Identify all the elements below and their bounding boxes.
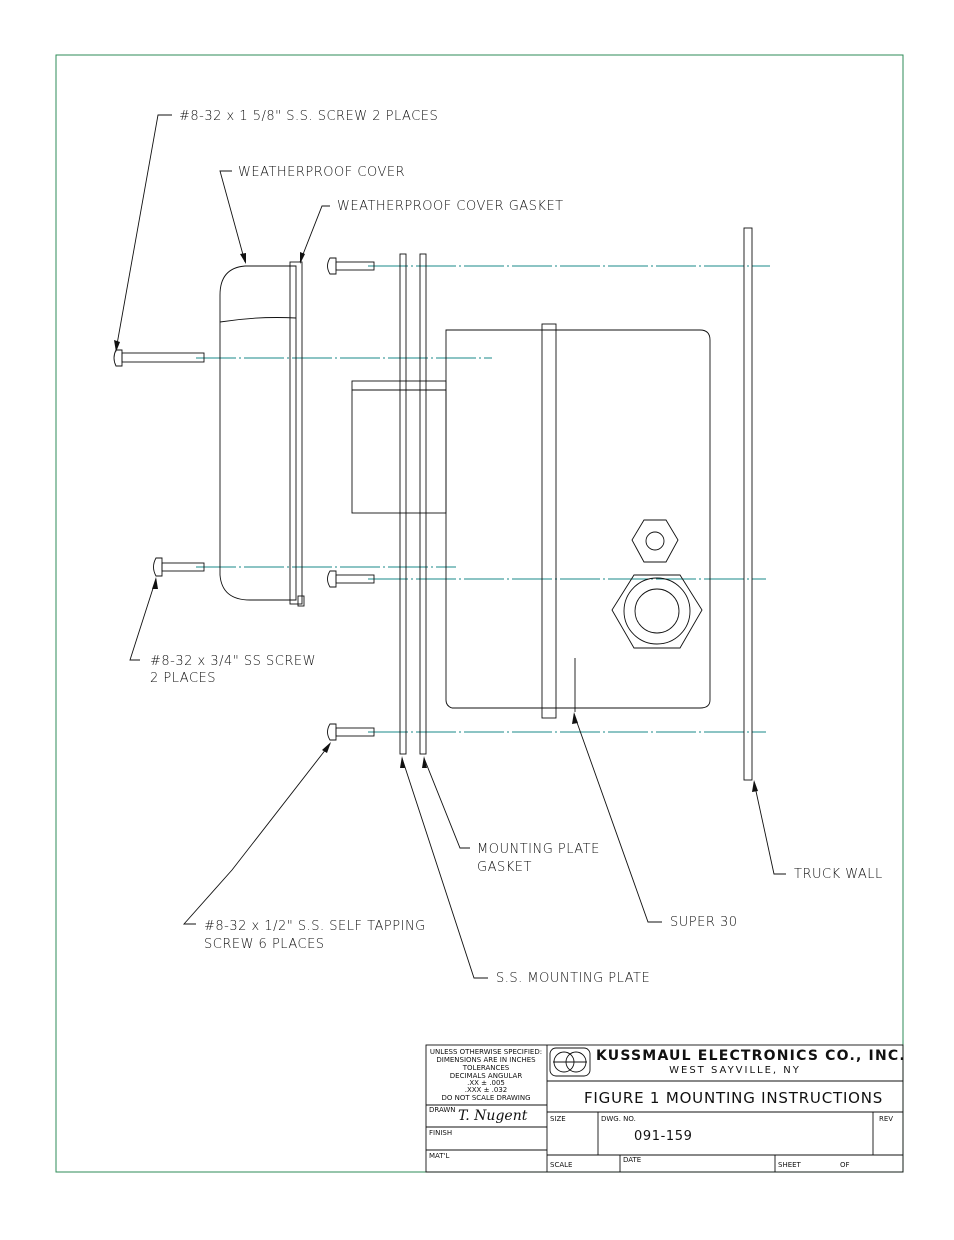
dwg-no-value: 091-159 [634, 1129, 693, 1144]
super30-body [446, 330, 710, 708]
note-line-4: DECIMALS ANGULAR [449, 1072, 523, 1080]
long-screw-top [114, 350, 204, 366]
label-weatherproof-cover: WEATHERPROOF COVER [238, 165, 406, 180]
sheet-label: SHEET [778, 1161, 801, 1169]
label-truck-wall: TRUCK WALL [794, 867, 883, 882]
sheet-border [56, 55, 903, 1172]
drawn-label: DRAWN [429, 1106, 456, 1114]
note-line-7: DO NOT SCALE DRAWING [441, 1094, 531, 1102]
super30-flange [542, 324, 556, 718]
truck-wall [744, 228, 752, 780]
self-tap-screw-bottom [328, 724, 375, 740]
of-label: OF [840, 1161, 850, 1169]
company-name: KUSSMAUL ELECTRONICS CO., INC. [596, 1048, 906, 1064]
company-logo [550, 1048, 590, 1076]
date-label: DATE [623, 1156, 642, 1164]
leader-lines [116, 115, 786, 978]
self-tap-screw-middle [328, 571, 375, 587]
rev-label: REV [879, 1115, 894, 1123]
label-self-tap-1: #8-32 x 1/2" S.S. SELF TAPPING [204, 919, 426, 934]
label-cover-gasket: WEATHERPROOF COVER GASKET [337, 199, 564, 214]
ss-mounting-plate [400, 254, 406, 754]
material-label: MAT'L [429, 1152, 450, 1160]
scale-label: SCALE [550, 1161, 573, 1169]
label-screw-long: #8-32 x 1 5/8" S.S. SCREW 2 PLACES [179, 109, 439, 124]
label-screw-short-1: #8-32 x 3/4" SS SCREW [150, 654, 316, 669]
gasket-tab [298, 596, 304, 606]
cover-inner-line [220, 318, 296, 323]
display-window-block [352, 381, 446, 513]
note-line-5: .XX ± .005 [467, 1079, 505, 1087]
weatherproof-cover [220, 266, 296, 600]
title-block-notes [430, 1048, 542, 1102]
label-mounting-gasket-1: MOUNTING PLATE [477, 842, 600, 857]
note-line-2: DIMENSIONS ARE IN INCHES [436, 1056, 536, 1064]
dwg-no-label: DWG. NO. [601, 1115, 636, 1123]
finish-label: FINISH [429, 1129, 453, 1137]
note-line-6: .XXX ± .032 [464, 1086, 508, 1094]
mounting-plate-gasket [420, 254, 426, 754]
label-super30: SUPER 30 [670, 915, 738, 930]
company-location: WEST SAYVILLE, NY [669, 1065, 801, 1076]
large-cable-gland [612, 575, 702, 648]
drawn-value: T. Nugent [458, 1108, 528, 1124]
drawing-title: FIGURE 1 MOUNTING INSTRUCTIONS [584, 1089, 884, 1107]
small-cable-gland [632, 520, 678, 562]
size-label: SIZE [550, 1115, 566, 1123]
label-self-tap-2: SCREW 6 PLACES [204, 937, 325, 952]
note-line-3: TOLERANCES [462, 1064, 510, 1072]
label-ss-mounting-plate: S.S. MOUNTING PLATE [496, 971, 651, 986]
note-line-1: UNLESS OTHERWISE SPECIFIED: [429, 1048, 543, 1056]
label-mounting-gasket-2: GASKET [477, 860, 532, 875]
label-screw-short-2: 2 PLACES [150, 671, 216, 686]
arrowheads [114, 252, 758, 792]
self-tap-screw-top [328, 258, 375, 274]
